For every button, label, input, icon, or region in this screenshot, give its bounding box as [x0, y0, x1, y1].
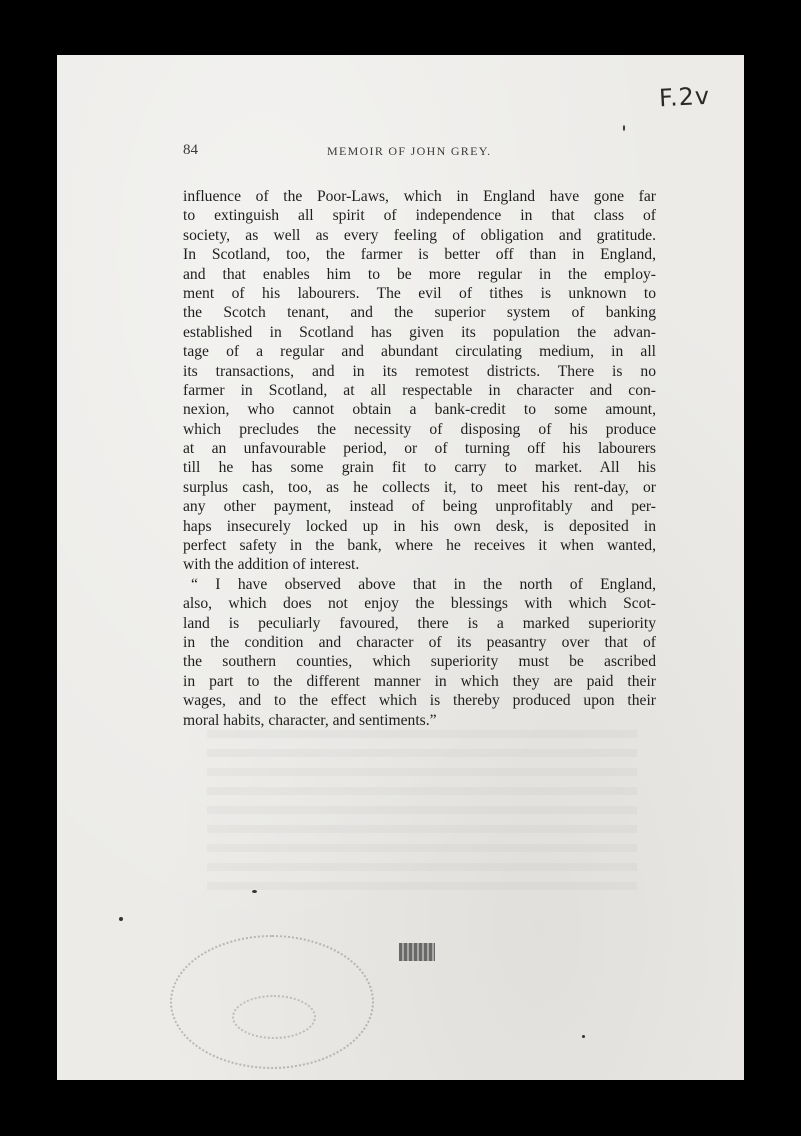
library-stamp-inner-ring [232, 995, 316, 1039]
text-line: tage of a regular and abundant circulating medium, in all [183, 343, 656, 361]
show-through-bleed [207, 730, 637, 900]
text-line: the Scotch tenant, and the superior system of banking [183, 304, 656, 322]
text-line: till he has some grain fit to carry to market. All his [183, 459, 656, 477]
text-line: at an unfavourable period, or of turning off his labourers [183, 440, 656, 458]
ink-smudge [399, 943, 435, 961]
text-line: influence of the Poor-Laws, which in England have gone far [183, 188, 656, 205]
text-line: and that enables him to be more regular in the employ- [183, 265, 656, 283]
text-line: moral habits, character, and sentiments.” [183, 711, 437, 729]
text-line: haps insecurely locked up in his own desk, is deposited in [183, 517, 656, 535]
text-line: the southern counties, which superiority must be ascribed [183, 653, 656, 671]
text-line: surplus cash, too, as he collects it, to meet his rent-day, or [183, 478, 656, 496]
text-line: ment of his labourers. The evil of tithes is unknown to [183, 284, 656, 302]
speck [582, 1035, 585, 1038]
speck [623, 125, 625, 131]
text-line: in part to the different manner in which they are paid their [183, 672, 656, 690]
text-line: wages, and to the effect which is thereby produced upon their [183, 692, 656, 710]
text-line: also, which does not enjoy the blessings with which Scot- [183, 595, 656, 613]
text-line: farmer in Scotland, at all respectable in character and con- [183, 381, 656, 399]
text-line: nexion, who cannot obtain a bank-credit to some amount, [183, 401, 656, 419]
running-head: MEMOIR OF JOHN GREY. [327, 144, 492, 158]
text-line: perfect safety in the bank, where he receives it when wanted, [183, 537, 656, 555]
text-line: to extinguish all spirit of independence in that class of [183, 207, 656, 225]
document-page [57, 55, 744, 1080]
text-line: In Scotland, too, the farmer is better off than in England, [183, 246, 656, 264]
text-line: land is peculiarly favoured, there is a marked superiority [183, 614, 656, 632]
speck [252, 890, 257, 893]
text-line: in the condition and character of its peasantry over that of [183, 633, 656, 651]
text-line: “ I have observed above that in the north of England, [191, 575, 656, 593]
body-text [183, 187, 656, 730]
text-line: which precludes the necessity of disposing of his produce [183, 420, 656, 438]
text-line: any other payment, instead of being unprofitably and per- [183, 498, 656, 516]
text-line: established in Scotland has given its population the advan- [183, 323, 656, 341]
speck [119, 917, 123, 921]
handwritten-folio-annotation: F.2v [658, 81, 711, 113]
text-line: its transactions, and in its remotest districts. There is no [183, 362, 656, 380]
text-line: society, as well as every feeling of obligation and gratitude. [183, 226, 656, 244]
page-number: 84 [183, 142, 198, 158]
text-line: with the addition of interest. [183, 556, 360, 574]
